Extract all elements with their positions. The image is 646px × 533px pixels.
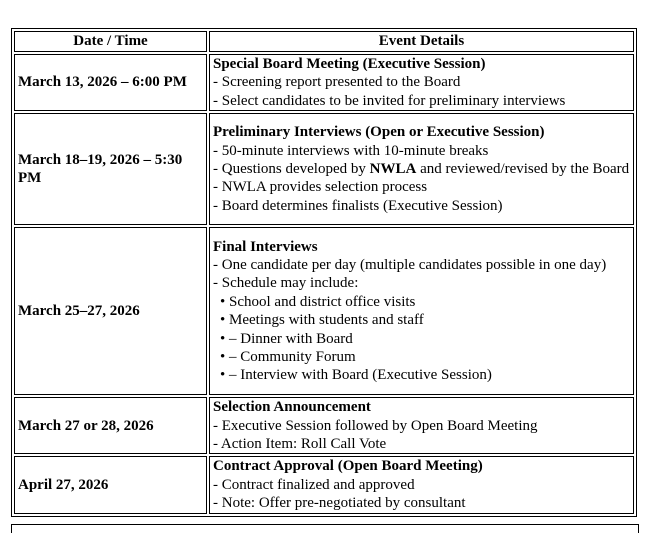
event-title: Preliminary Interviews (Open or Executive Session) [213,124,545,141]
row-date: March 25–27, 2026 [14,227,207,395]
row-details [209,397,634,454]
row-date: March 18–19, 2026 – 5:30 PM [14,113,207,225]
table-row [14,113,634,225]
table-header-row [14,31,634,52]
detail-line [213,160,630,178]
schedule-subitem: • – Interview with Board (Executive Session) [220,367,492,384]
detail-line: - Contract finalized and approved [213,476,415,493]
detail-line: - Schedule may include: [213,275,359,292]
table-row [14,54,634,111]
detail-text: - Questions developed by [213,161,370,178]
detail-text: and reviewed/revised by the Board [416,161,630,178]
detail-line: - Select candidates to be invited for preliminary interviews [213,92,566,109]
row-details [209,227,634,395]
event-title: Final Interviews [213,238,318,255]
detail-line: - Screening report presented to the Board [213,74,461,91]
row-date: April 27, 2026 [14,456,207,513]
header-date: Date / Time [14,31,207,52]
detail-line: - Board determines finalists (Executive Session) [213,197,503,214]
row-details [209,113,634,225]
schedule-table [11,28,637,517]
table-row [14,227,634,395]
schedule-subitem: • – Community Forum [220,349,356,366]
row-date: March 13, 2026 – 6:00 PM [14,54,207,111]
schedule-subitem: • School and district office visits [220,293,416,310]
detail-line: - Note: Offer pre-negotiated by consultant [213,495,466,512]
detail-line: - NWLA provides selection process [213,179,428,196]
header-details: Event Details [209,31,634,52]
detail-line: - 50-minute interviews with 10-minute breaks [213,142,489,159]
schedule-subitem: • Meetings with students and staff [220,312,424,329]
detail-line: - Executive Session followed by Open Board Meeting [213,417,538,434]
row-date: March 27 or 28, 2026 [14,397,207,454]
row-details [209,54,634,111]
nwla-bold: NWLA [369,161,417,178]
detail-line: - Action Item: Roll Call Vote [213,436,387,453]
event-title: Selection Announcement [213,399,371,416]
row-details [209,456,634,513]
event-title: Contract Approval (Open Board Meeting) [213,458,483,475]
table-row [14,456,634,513]
schedule-subitem: • – Dinner with Board [220,330,353,347]
event-title: Special Board Meeting (Executive Session) [213,56,486,72]
detail-line: - One candidate per day (multiple candidates possible in one day) [213,257,607,273]
table-row [14,397,634,454]
